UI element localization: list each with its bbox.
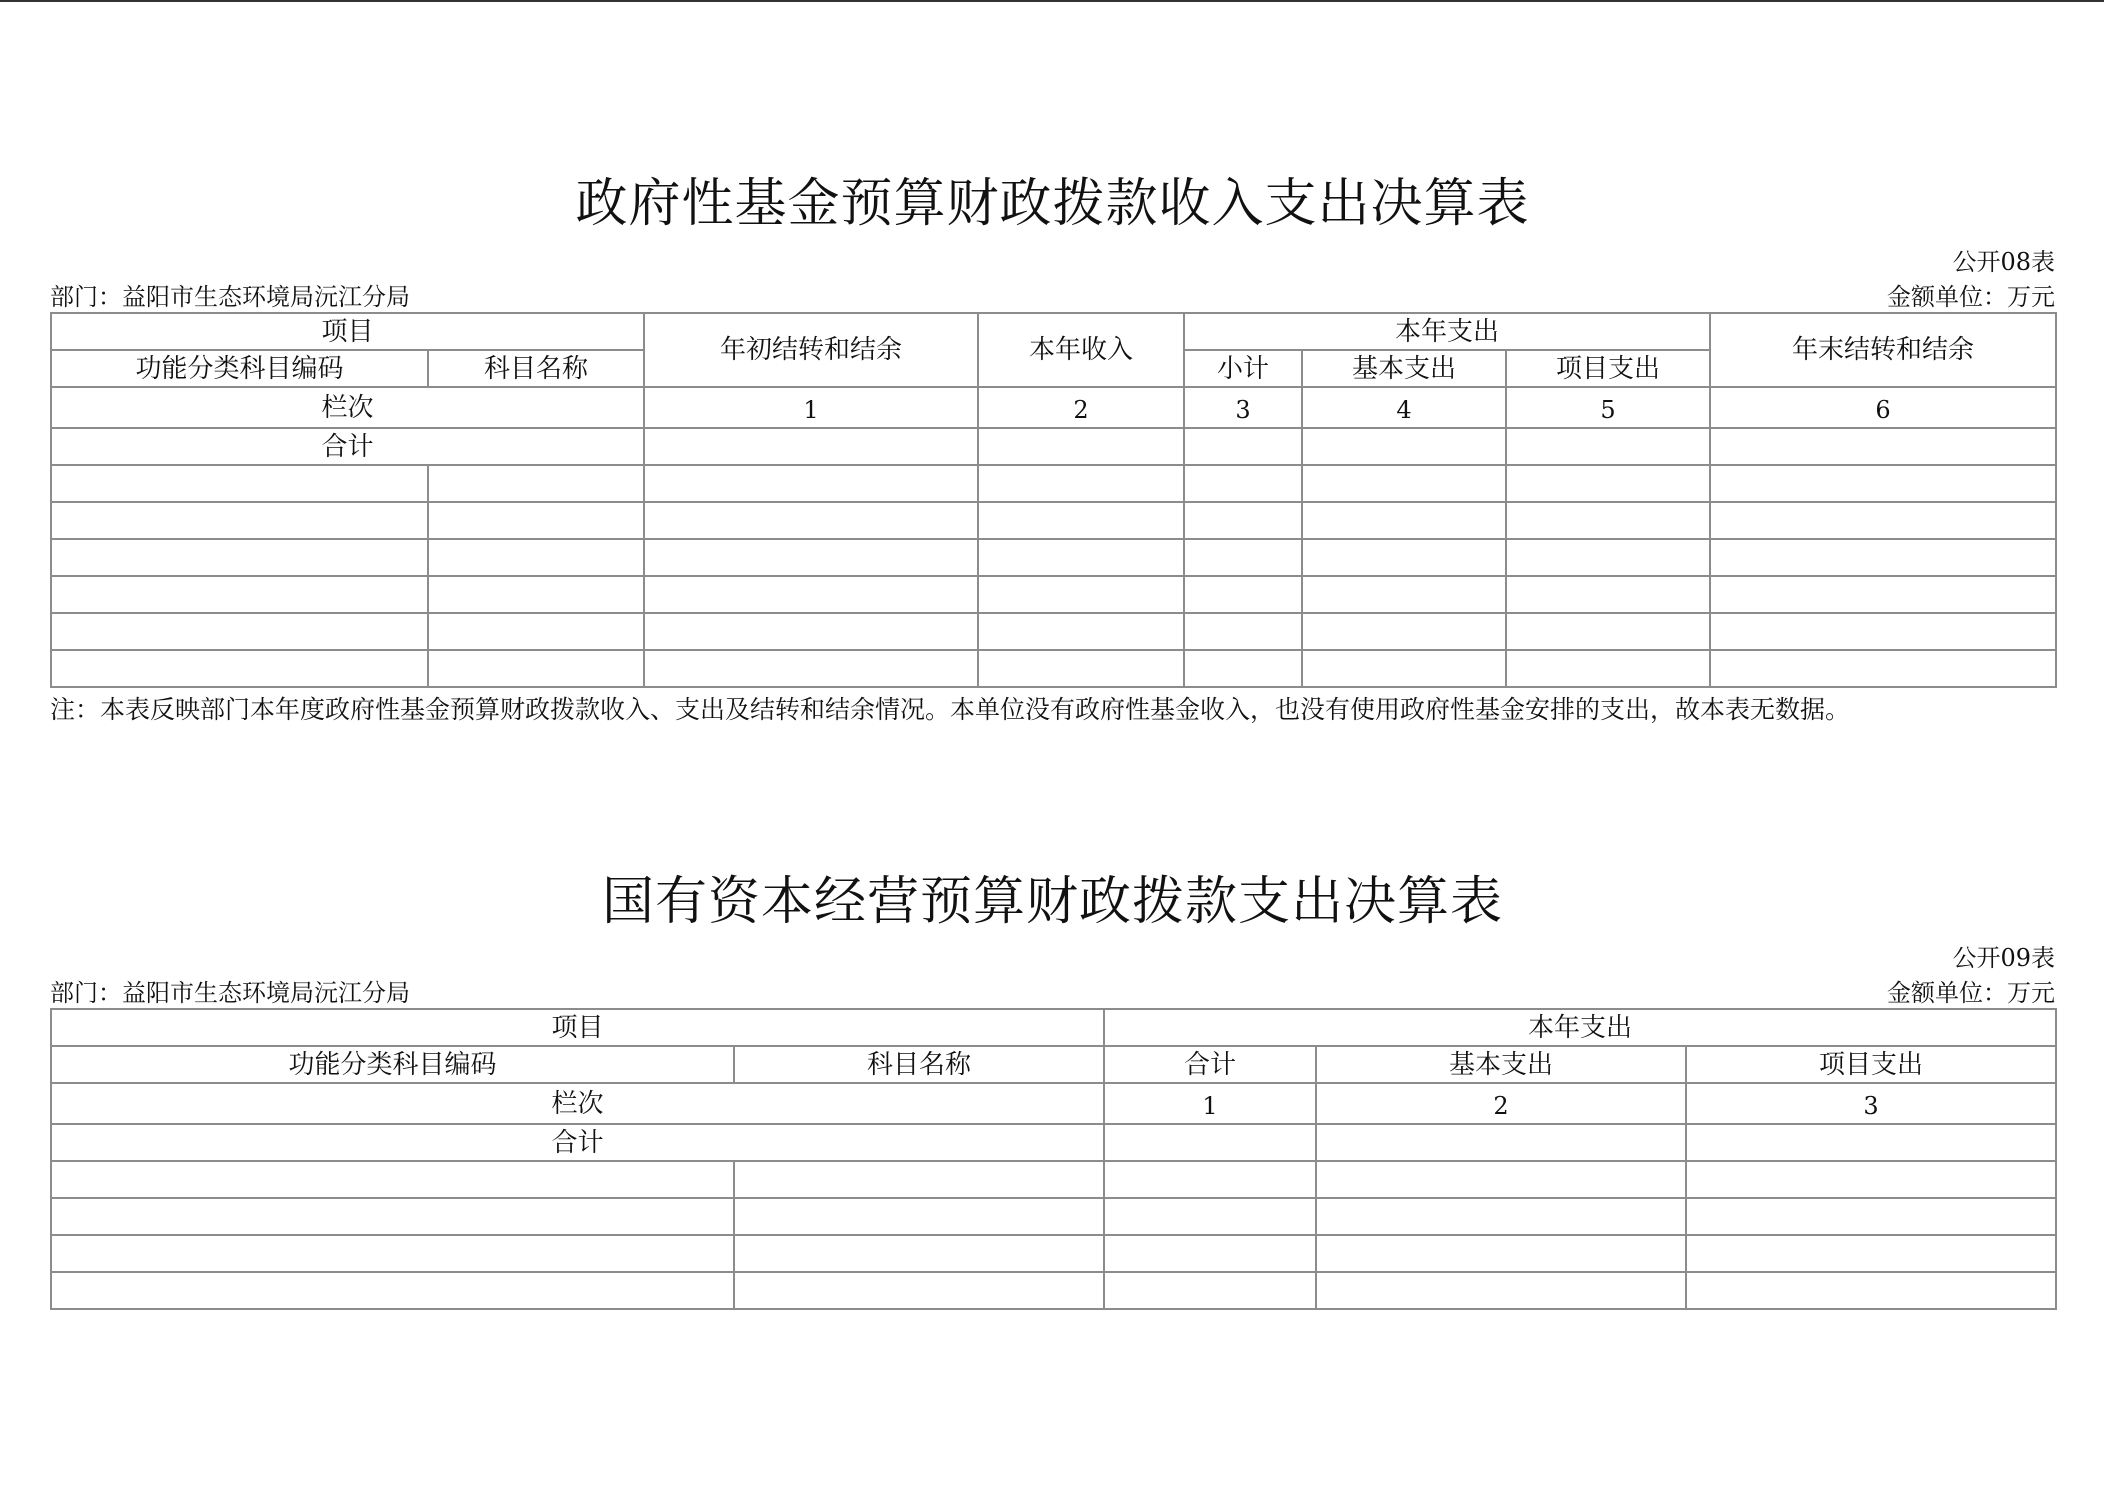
table-cell	[1710, 576, 2056, 613]
table-cell	[1710, 465, 2056, 502]
table-cell	[51, 502, 428, 539]
row-index-label: 栏次	[51, 1083, 1104, 1124]
table-cell	[1104, 1235, 1316, 1272]
table-cell	[1104, 1161, 1316, 1198]
header-item: 项目	[51, 313, 644, 350]
header-begin-balance: 年初结转和结余	[644, 313, 978, 387]
table-row	[51, 1272, 2056, 1309]
column-index-row	[51, 387, 2056, 428]
table-cell	[1302, 576, 1506, 613]
table-cell	[978, 650, 1184, 687]
table-cell	[644, 539, 978, 576]
col-number: 3	[1686, 1083, 2056, 1124]
table1-code: 公开08表	[1952, 248, 2055, 276]
table-cell	[1302, 465, 1506, 502]
table-cell	[1184, 613, 1302, 650]
table-cell	[1104, 1272, 1316, 1309]
table-row	[51, 502, 2056, 539]
table-header-row	[51, 1009, 2056, 1046]
col-number: 6	[1710, 387, 2056, 428]
table-row	[51, 1198, 2056, 1235]
header-expense: 本年支出	[1184, 313, 1710, 350]
column-index-row	[51, 1083, 2056, 1124]
table-cell	[1316, 1124, 1686, 1161]
table-cell	[1184, 650, 1302, 687]
col-number: 1	[1104, 1083, 1316, 1124]
header-func-code: 功能分类科目编码	[51, 1046, 734, 1083]
table-cell	[1104, 1124, 1316, 1161]
table-cell	[734, 1235, 1104, 1272]
header-basic: 基本支出	[1316, 1046, 1686, 1083]
table-cell	[1104, 1198, 1316, 1235]
table1-note: 注：本表反映部门本年度政府性基金预算财政拨款收入、支出及结转和结余情况。本单位没有政府性基金收入，也没有使用政府性基金安排的支出，故本表无数据。	[50, 695, 1851, 724]
header-expense: 本年支出	[1104, 1009, 2056, 1046]
table-cell	[1686, 1198, 2056, 1235]
table-cell	[1316, 1235, 1686, 1272]
table-cell	[1710, 613, 2056, 650]
table-cell	[644, 428, 978, 465]
table-cell	[1184, 576, 1302, 613]
table-cell	[1302, 539, 1506, 576]
header-project: 项目支出	[1506, 350, 1710, 387]
table-cell	[734, 1161, 1104, 1198]
table-cell	[1316, 1198, 1686, 1235]
header-subject-name: 科目名称	[428, 350, 644, 387]
table-cell	[51, 465, 428, 502]
table-cell	[428, 465, 644, 502]
table-cell	[1316, 1272, 1686, 1309]
table-cell	[1302, 650, 1506, 687]
table-cell	[1506, 613, 1710, 650]
table-cell	[1506, 576, 1710, 613]
table-cell	[1316, 1161, 1686, 1198]
fund-budget-table	[50, 312, 2057, 688]
fund-budget-section	[50, 168, 2055, 726]
table-cell	[1506, 539, 1710, 576]
table-cell	[51, 1161, 734, 1198]
table-cell	[428, 502, 644, 539]
table-cell	[428, 650, 644, 687]
col-number: 5	[1506, 387, 1710, 428]
table-cell	[1184, 502, 1302, 539]
state-capital-table	[50, 1008, 2057, 1310]
table-cell	[1302, 502, 1506, 539]
table-cell	[978, 539, 1184, 576]
table-cell	[1184, 465, 1302, 502]
table-cell	[1710, 428, 2056, 465]
table-cell	[978, 465, 1184, 502]
table-cell	[1506, 465, 1710, 502]
header-func-code: 功能分类科目编码	[51, 350, 428, 387]
header-basic: 基本支出	[1302, 350, 1506, 387]
table-cell	[1302, 613, 1506, 650]
table1-meta	[50, 242, 2055, 312]
header-income: 本年收入	[978, 313, 1184, 387]
table-cell	[978, 613, 1184, 650]
header-subject-name: 科目名称	[734, 1046, 1104, 1083]
col-number: 3	[1184, 387, 1302, 428]
table-cell	[1710, 539, 2056, 576]
total-row	[51, 428, 2056, 465]
table-cell	[1506, 428, 1710, 465]
table-cell	[734, 1198, 1104, 1235]
table-row	[51, 1235, 2056, 1272]
total-row	[51, 1124, 2056, 1161]
table-cell	[1686, 1124, 2056, 1161]
table2-unit: 金额单位：万元	[1887, 979, 2055, 1007]
col-number: 2	[1316, 1083, 1686, 1124]
table-cell	[644, 502, 978, 539]
table-header-row	[51, 313, 2056, 350]
table2-meta	[50, 938, 2055, 1008]
table-header-row	[51, 1046, 2056, 1083]
header-total: 合计	[1104, 1046, 1316, 1083]
table-row	[51, 465, 2056, 502]
table-cell	[1686, 1235, 2056, 1272]
table-cell	[51, 650, 428, 687]
table-cell	[978, 576, 1184, 613]
col-number: 2	[978, 387, 1184, 428]
table-cell	[428, 613, 644, 650]
table-cell	[644, 465, 978, 502]
table-cell	[428, 576, 644, 613]
header-subtotal: 小计	[1184, 350, 1302, 387]
table2-code: 公开09表	[1952, 944, 2055, 972]
table-cell	[1710, 502, 2056, 539]
table-cell	[1506, 502, 1710, 539]
total-label: 合计	[51, 428, 644, 465]
table-cell	[978, 502, 1184, 539]
table-cell	[978, 428, 1184, 465]
table-row	[51, 650, 2056, 687]
col-number: 4	[1302, 387, 1506, 428]
table-cell	[51, 539, 428, 576]
table-cell	[644, 576, 978, 613]
table-cell	[1710, 650, 2056, 687]
row-index-label: 栏次	[51, 387, 644, 428]
table-cell	[1184, 428, 1302, 465]
table1-unit: 金额单位：万元	[1887, 283, 2055, 311]
table-cell	[644, 613, 978, 650]
table-row	[51, 613, 2056, 650]
table-cell	[51, 1272, 734, 1309]
table-row	[51, 1161, 2056, 1198]
table-cell	[1302, 428, 1506, 465]
table-cell	[1686, 1161, 2056, 1198]
table2-title: 国有资本经营预算财政拨款支出决算表	[601, 872, 1503, 932]
table1-title: 政府性基金预算财政拨款收入支出决算表	[575, 174, 1530, 234]
table-cell	[644, 650, 978, 687]
header-item: 项目	[51, 1009, 1104, 1046]
table-row	[51, 576, 2056, 613]
table-row	[51, 539, 2056, 576]
table-cell	[1184, 539, 1302, 576]
table-cell	[428, 539, 644, 576]
table-cell	[51, 576, 428, 613]
state-capital-section	[50, 866, 2055, 1310]
table-cell	[1506, 650, 1710, 687]
table-cell	[51, 1198, 734, 1235]
header-project: 项目支出	[1686, 1046, 2056, 1083]
table-cell	[51, 613, 428, 650]
table-cell	[1686, 1272, 2056, 1309]
table1-department: 部门：益阳市生态环境局沅江分局	[50, 283, 410, 311]
col-number: 1	[644, 387, 978, 428]
table2-department: 部门：益阳市生态环境局沅江分局	[50, 979, 410, 1007]
table-cell	[734, 1272, 1104, 1309]
total-label: 合计	[51, 1124, 1104, 1161]
header-end-balance: 年末结转和结余	[1710, 313, 2056, 387]
table-cell	[51, 1235, 734, 1272]
page-top-border	[0, 0, 2104, 2]
